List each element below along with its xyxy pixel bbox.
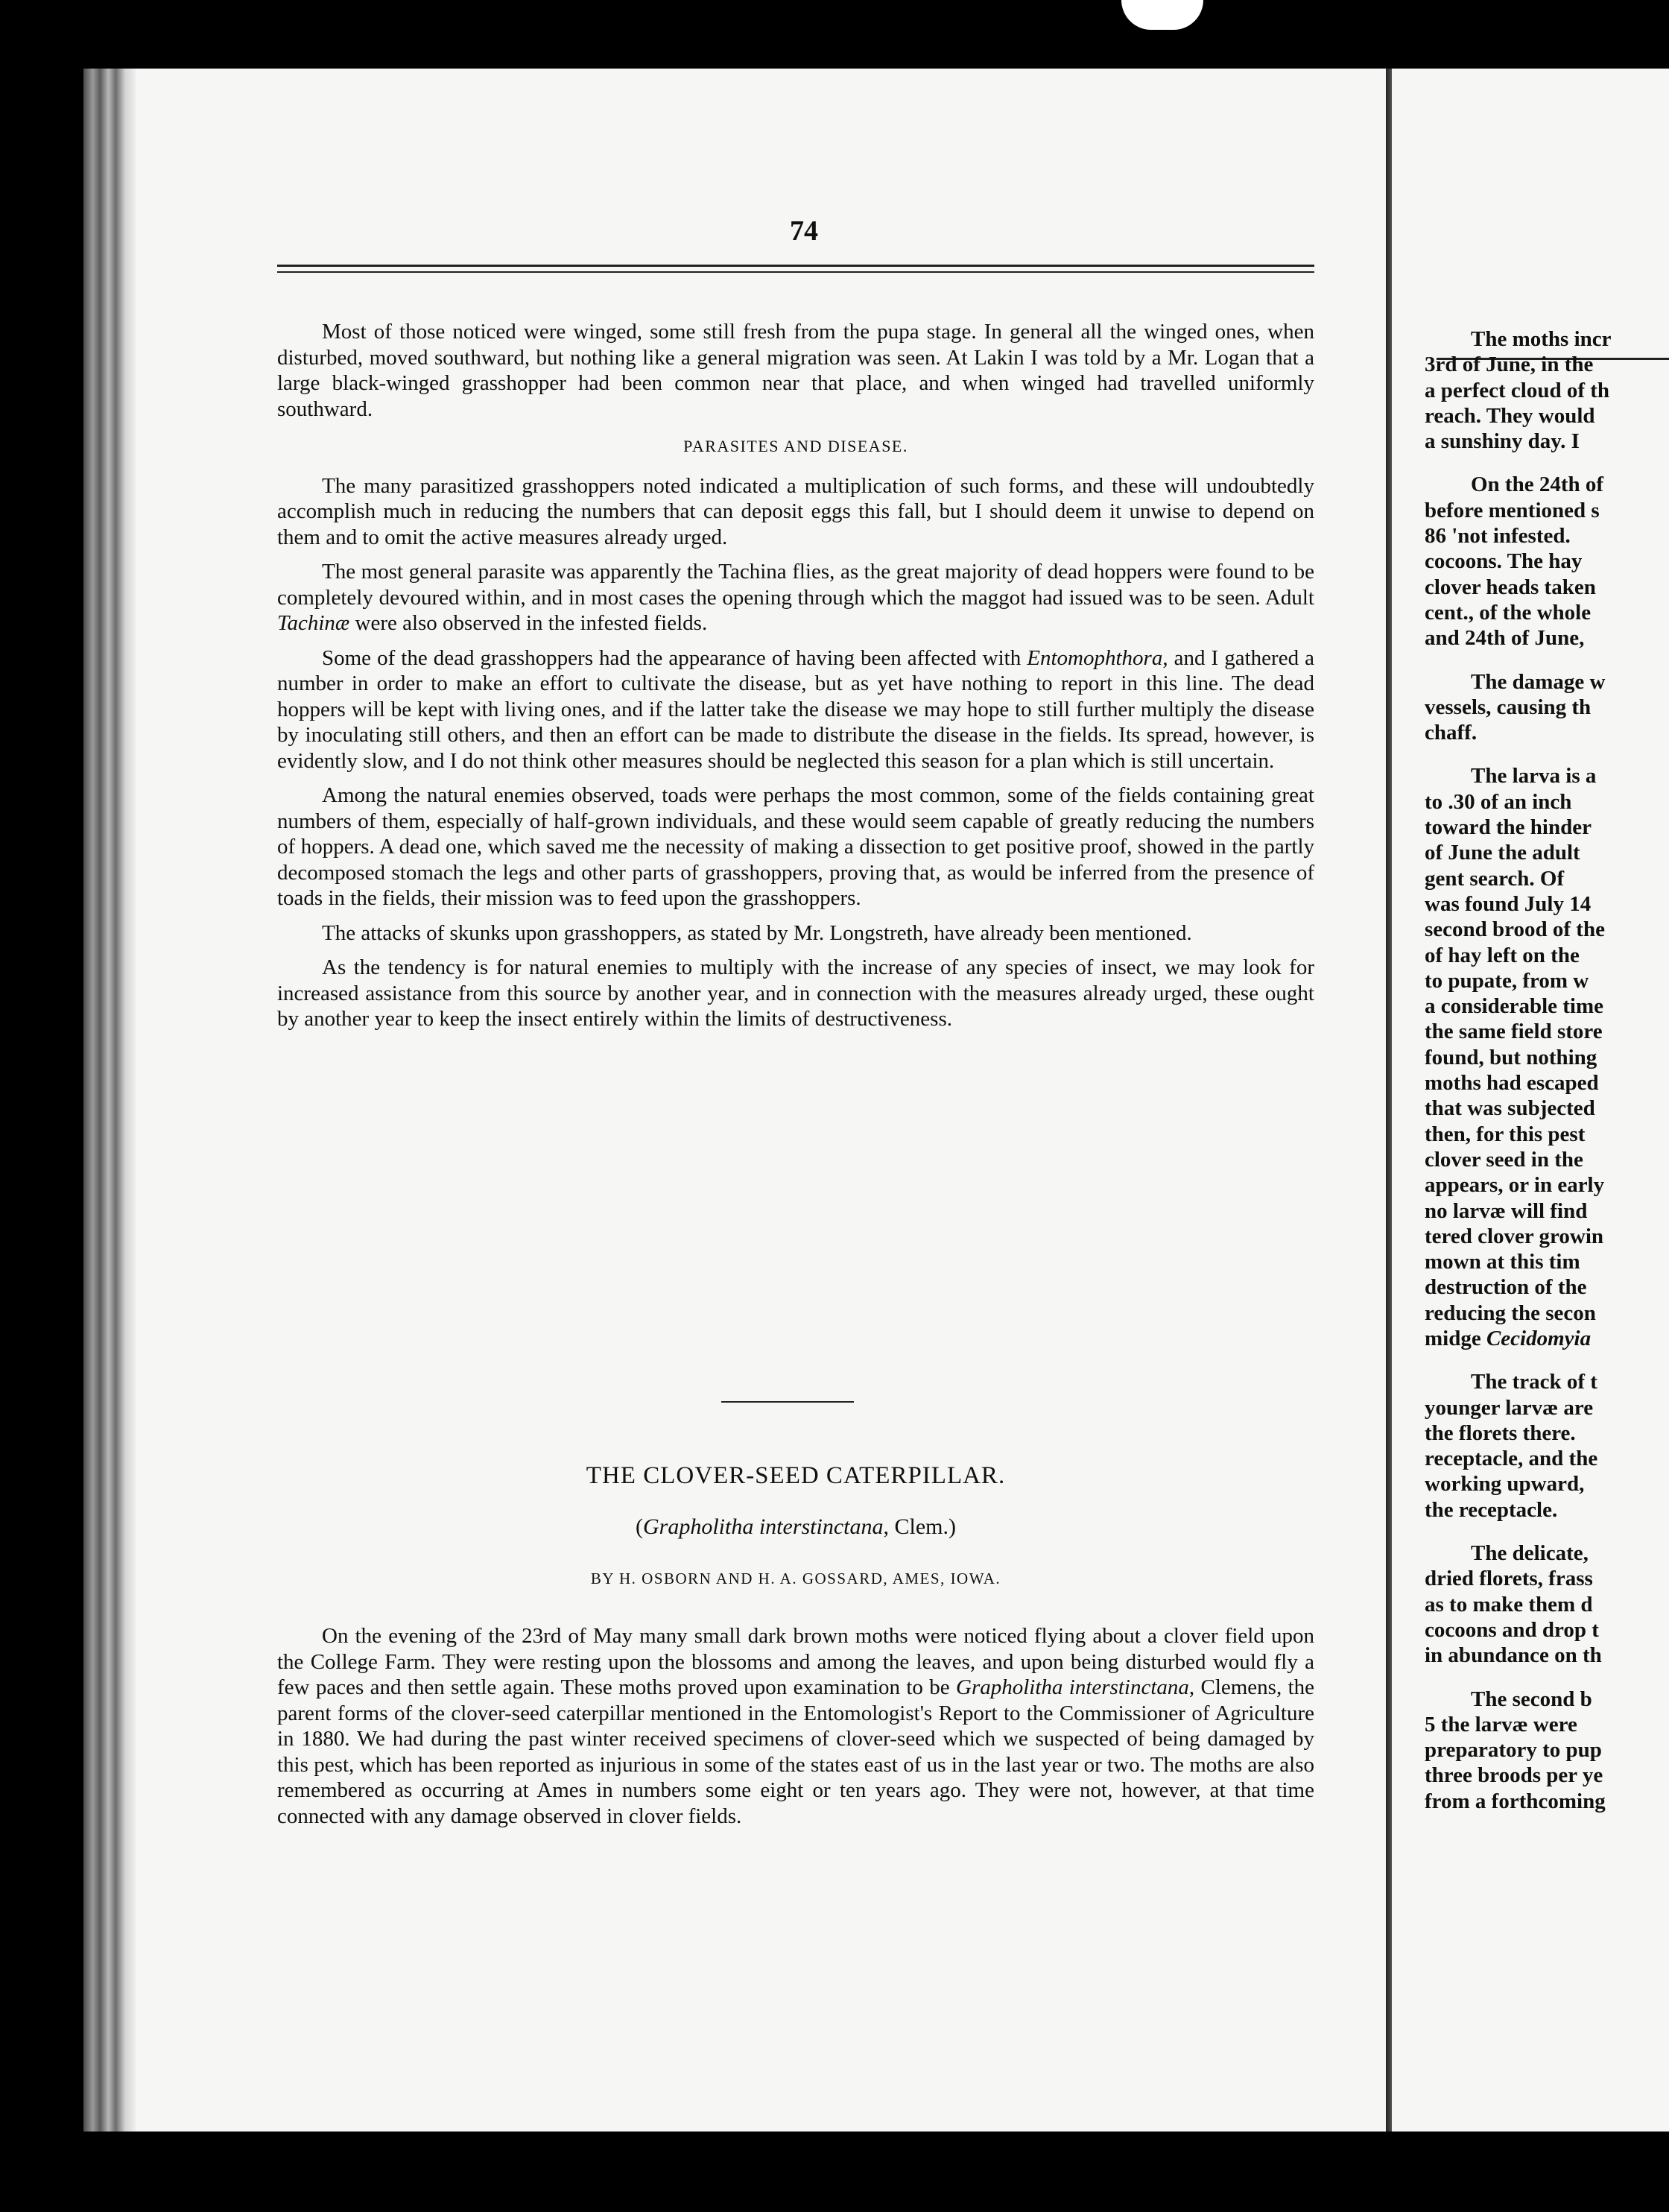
right-page-line: of June the adult	[1425, 841, 1580, 865]
text-run: were also observed in the infested fields.	[349, 611, 708, 635]
species-name: Grapholitha interstinctana	[643, 1514, 884, 1539]
right-page-line: working upward,	[1425, 1472, 1585, 1497]
right-page-line: of hay left on the	[1425, 943, 1580, 967]
right-page-line: The moths incr	[1471, 327, 1612, 351]
article-title: THE CLOVER-SEED CATERPILLAR.	[586, 1462, 1006, 1489]
paragraph-gap	[1425, 1669, 1669, 1687]
right-page-line: the same field store	[1425, 1020, 1603, 1044]
paragraph-gap	[1425, 1814, 1669, 1832]
section-grasshoppers	[277, 319, 1314, 1041]
right-page-line: 3rd of June, in the	[1425, 353, 1594, 377]
right-page-line: The larva is a	[1471, 764, 1597, 789]
header-rule	[277, 265, 1314, 273]
right-page-line: The damage w	[1471, 669, 1606, 694]
right-page-line: The track of t	[1471, 1370, 1597, 1394]
right-page-line: to .30 of an inch	[1425, 789, 1572, 814]
italic-term: Entomophthora	[1027, 645, 1163, 670]
paragraph-gap	[1425, 1351, 1669, 1369]
right-page-line: gent search. Of	[1425, 866, 1565, 891]
right-page-line: mown at this tim	[1425, 1250, 1580, 1274]
right-page-line: 5 the larvæ were	[1425, 1712, 1577, 1737]
paragraph-parasites-2	[277, 559, 1314, 636]
text-run: The most general parasite was apparently the Tachina flies, as the great majority of dead hoppers were found to be completely devoured within, and in most cases the opening through which the maggot had issued was to be seen. Adult	[277, 560, 1314, 610]
text-run: Some of the dead grasshoppers had the appearance of having been affected with	[322, 645, 1027, 670]
right-page-line: appears, or in early	[1425, 1173, 1605, 1198]
right-page-line: in abundance on th	[1425, 1643, 1602, 1668]
page-number: 74	[790, 215, 818, 247]
right-page-line: midge Cecidomyia	[1425, 1326, 1592, 1350]
article-subtitle	[277, 1514, 1314, 1540]
section-heading-parasites: PARASITES AND DISEASE.	[683, 437, 908, 455]
text-run: , and I gathered a number in order to make an effort to cultivate the disease, but as yet have nothing to report in this line. The dead hoppers will be kept with living ones, and if the latter take the disease we may hope to still further multiply the disease by inoculating still others, and then an effort can be made to distribute the disease in the fields. Its spread, however, is evidently slow, and I do not think other measures should be neglected this season for a plan which is still uncertain.	[277, 645, 1314, 773]
right-page-line: The delicate,	[1471, 1541, 1589, 1566]
paragraph-parasites-1: The many parasitized grasshoppers noted indicated a multiplication of such forms, and these will undoubtedly accomplish much in reducing the numbers that can deposit eggs this fall, but I should deem it unwise to depend on them and to omit the active measures already urged.	[277, 473, 1314, 549]
paragraph-parasites-3	[277, 645, 1314, 774]
right-page-line: dried florets, frass	[1425, 1567, 1593, 1591]
right-page-line: younger larvæ are	[1425, 1395, 1594, 1420]
paragraph-gap	[1425, 651, 1669, 669]
page-top-mark	[1121, 0, 1203, 30]
right-page-line: tered clover growin	[1425, 1224, 1604, 1248]
paragraph-gap	[1425, 1523, 1669, 1540]
right-page-line: then, for this pest	[1425, 1122, 1586, 1146]
right-page-line: a perfect cloud of th	[1425, 378, 1610, 402]
right-page-line: vessels, causing th	[1425, 695, 1592, 719]
right-page-line: before mentioned s	[1425, 498, 1600, 522]
text-run: On the evening of the 23rd of May many small dark brown moths were noticed flying about a clover field upon the College Farm. They were resting upon the blossoms and among the leaves, and upon being disturbed would fly a few paces and then settle again. These moths proved upon examination to be	[277, 1624, 1314, 1699]
right-page-line: On the 24th of	[1471, 473, 1604, 497]
right-page-line: reducing the secon	[1425, 1301, 1596, 1325]
right-page-line: to pupate, from w	[1425, 968, 1589, 993]
right-page-text	[1425, 326, 1669, 1832]
right-page-line: was found July 14	[1425, 891, 1592, 916]
right-page-line: as to make them d	[1425, 1592, 1593, 1617]
right-page-line: the receptacle.	[1425, 1497, 1558, 1522]
right-page-line: chaff.	[1425, 721, 1478, 745]
section-divider	[721, 1401, 854, 1403]
right-page-line: found, but nothing	[1425, 1045, 1597, 1069]
paragraph-skunks: The attacks of skunks upon grasshoppers, as stated by Mr. Longstreth, have already been mentioned.	[322, 920, 1192, 945]
right-page-line: from a forthcoming	[1425, 1789, 1606, 1813]
right-page-line: three broods per ye	[1425, 1763, 1603, 1788]
italic-term: Cecidomyia	[1486, 1326, 1592, 1350]
paragraph-gap	[1425, 454, 1669, 472]
right-page-line: toward the hinder	[1425, 815, 1592, 840]
right-page-line: a sunshiny day. I	[1425, 429, 1580, 454]
right-page-line: The second b	[1471, 1687, 1592, 1711]
book-gutter	[83, 69, 136, 2132]
right-page-line: cocoons. The hay	[1425, 549, 1583, 574]
paragraph-intro: Most of those noticed were winged, some still fresh from the pupa stage. In general all the winged ones, when disturbed, moved southward, but nothing like a general migration was seen. At Lakin I was told by a Mr. Logan that a large black-winged grasshopper had been common near that place, and when winged had travelled uniformly southward.	[277, 320, 1314, 421]
text-run: , Clemens, the parent forms of the clover-seed caterpillar mentioned in the Entomologist's Report to the Commissioner of Agriculture in 1880. We had during the past winter received specimens of clover-seed which we suspected of being damaged by this pest, which has been reported as injurious in some of the states east of us in the last year or two. The moths are also remembered as occurring at Ames in numbers some eight or ten years ago. They were not, however, at that time connected with any damage observed in clover fields.	[277, 1675, 1315, 1828]
subtitle-close: , Clem.)	[883, 1514, 956, 1539]
article-paragraph-1	[277, 1623, 1314, 1829]
article-byline: BY H. OSBORN AND H. A. GOSSARD, AMES, IOWA.	[590, 1570, 1001, 1587]
right-page-line: destruction of the	[1425, 1275, 1587, 1300]
right-page-line: cent., of the whole	[1425, 600, 1592, 625]
paragraph-gap	[1425, 745, 1669, 763]
paragraph-toads: Among the natural enemies observed, toads were perhaps the most common, some of the fields containing great numbers of them, especially of half-grown individuals, and these would seem capable of greatly reducing the numbers of hoppers. A dead one, which saved me the necessity of making a dissection to get positive proof, showed in the partly decomposed stomach the legs and other parts of grasshoppers, proving that, as would be inferred from the presence of toads in the fields, their mission was to feed upon the grasshoppers.	[277, 783, 1314, 910]
right-page-line: cocoons and drop t	[1425, 1617, 1599, 1642]
right-page-line: moths had escaped	[1425, 1071, 1599, 1096]
right-page-line: a considerable time	[1425, 994, 1604, 1019]
article-body	[277, 1623, 1314, 1838]
paragraph-natural-enemies: As the tendency is for natural enemies to multiply with the increase of any species of insect, we may look for increased assistance from this source by another year, and in connection with the measures already urged, these ought by another year to keep the insect entirely within the limits of destructiveness.	[277, 955, 1314, 1031]
right-page-line: 86 'not infested.	[1425, 524, 1571, 549]
right-page-line: clover seed in the	[1425, 1147, 1583, 1172]
right-page-line: that was subjected	[1425, 1096, 1595, 1121]
right-page-line: preparatory to pup	[1425, 1738, 1602, 1763]
right-page-line: no larvæ will find	[1425, 1198, 1588, 1223]
italic-term: Tachinæ	[277, 611, 350, 635]
right-page-line: reach. They would	[1425, 403, 1595, 428]
right-page-line: receptacle, and the	[1425, 1447, 1598, 1471]
italic-term: Grapholitha interstinctana	[956, 1675, 1189, 1699]
right-page-line: second brood of the	[1425, 917, 1605, 942]
paren-open: (	[636, 1514, 643, 1539]
right-page-line: clover heads taken	[1425, 575, 1596, 599]
right-page-line: the florets there.	[1425, 1421, 1576, 1445]
right-page-line: and 24th of June,	[1425, 626, 1585, 651]
